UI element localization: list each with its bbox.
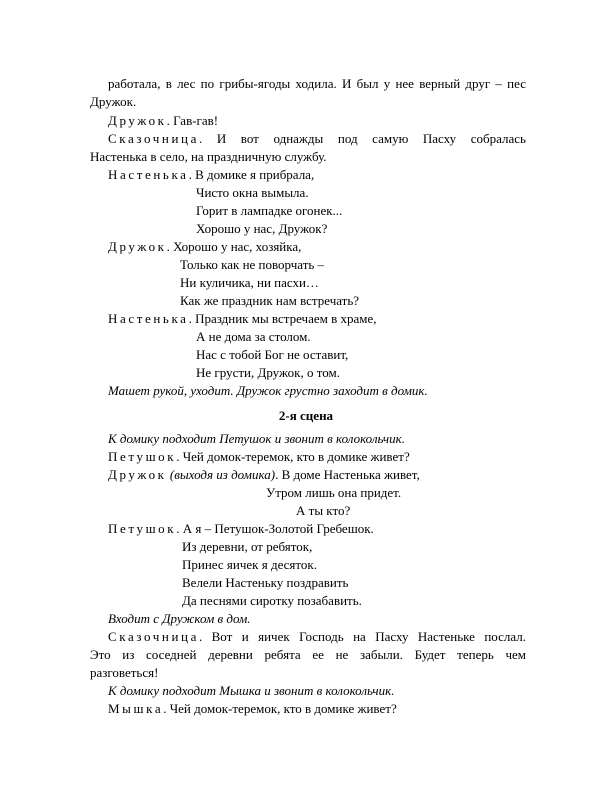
speech-text: . В домике я прибрала, — [188, 167, 315, 182]
speech-text: . Чей домок-теремок, кто в домике живет? — [176, 449, 410, 464]
dialogue-line — [108, 113, 218, 129]
verse-line: Да песнями сиротку позабавить. — [182, 593, 362, 608]
speaker-name: Настенька — [108, 167, 189, 182]
speaker-name: Настенька — [108, 311, 189, 326]
speech-text: . И вот однажды под самую Пасху собралась — [198, 131, 526, 146]
speech-text: . Праздник мы встречаем в храме, — [188, 311, 377, 326]
scene-heading: 2-я сцена — [278, 408, 334, 423]
text-line: Это из соседней деревни ребята ее не забыли. Будет теперь чем — [90, 647, 526, 662]
verse-line: А ты кто? — [296, 503, 351, 518]
speaker-name: Сказочница — [108, 131, 199, 146]
dialogue-line — [108, 629, 526, 645]
stage-direction: К домику подходит Петушок и звонит в колокольчик. — [108, 431, 405, 446]
verse-line: Велели Настеньку поздравить — [182, 575, 349, 590]
verse-line: Ни куличика, ни пасхи… — [180, 275, 319, 290]
speaker-name: Дружок — [108, 239, 167, 254]
dialogue-line — [108, 311, 377, 327]
speech-text: . В доме Настенька живет, — [275, 467, 420, 482]
speaker-name: Мышка — [108, 701, 164, 716]
speech-text: . Вот и яичек Господь на Пасху Настеньке послал. — [198, 629, 526, 644]
text-line: работала, в лес по грибы-ягоды ходила. И был у нее верный друг – пес — [108, 76, 526, 91]
dialogue-line — [108, 467, 420, 483]
text-line: Дружок. — [90, 94, 137, 109]
speaker-name: Дружок — [108, 467, 167, 482]
speech-text: . Хорошо у нас, хозяйка, — [166, 239, 302, 254]
stage-direction: Входит с Дружком в дом. — [108, 611, 251, 626]
text-line: разговеться! — [90, 665, 159, 680]
dialogue-line — [108, 701, 397, 717]
verse-line: Горит в лампадке огонек... — [196, 203, 343, 218]
stage-direction: К домику подходит Мышка и звонит в колокольчик. — [108, 683, 395, 698]
verse-line: Только как не поворчать – — [180, 257, 325, 272]
speech-text: . Гав-гав! — [166, 113, 219, 128]
speech-text: . Чей домок-теремок, кто в домике живет? — [163, 701, 397, 716]
speaker-name: Петушок — [108, 521, 177, 536]
verse-line: Принес яичек я десяток. — [182, 557, 317, 572]
verse-line: Хорошо у нас, Дружок? — [196, 221, 328, 236]
speech-text: . А я – Петушок-Золотой Гребешок. — [176, 521, 374, 536]
dialogue-line — [108, 131, 526, 147]
dialogue-line — [108, 449, 410, 465]
verse-line: Не грусти, Дружок, о том. — [196, 365, 340, 380]
verse-line: А не дома за столом. — [196, 329, 311, 344]
verse-line: Из деревни, от ребяток, — [182, 539, 313, 554]
speaker-name: Сказочница — [108, 629, 199, 644]
verse-line: Чисто окна вымыла. — [196, 185, 309, 200]
verse-line: Как же праздник нам встречать? — [180, 293, 360, 308]
stage-direction-inline: (выходя из домика) — [169, 467, 276, 482]
speaker-name: Петушок — [108, 449, 177, 464]
stage-direction: Машет рукой, уходит. Дружок грустно заходит в домик. — [108, 383, 428, 398]
text-line: Настенька в село, на праздничную службу. — [90, 149, 327, 164]
verse-line: Утром лишь она придет. — [266, 485, 402, 500]
speaker-name: Дружок — [108, 113, 167, 128]
dialogue-line — [108, 167, 314, 183]
dialogue-line — [108, 521, 374, 537]
dialogue-line — [108, 239, 301, 255]
verse-line: Нас с тобой Бог не оставит, — [196, 347, 349, 362]
